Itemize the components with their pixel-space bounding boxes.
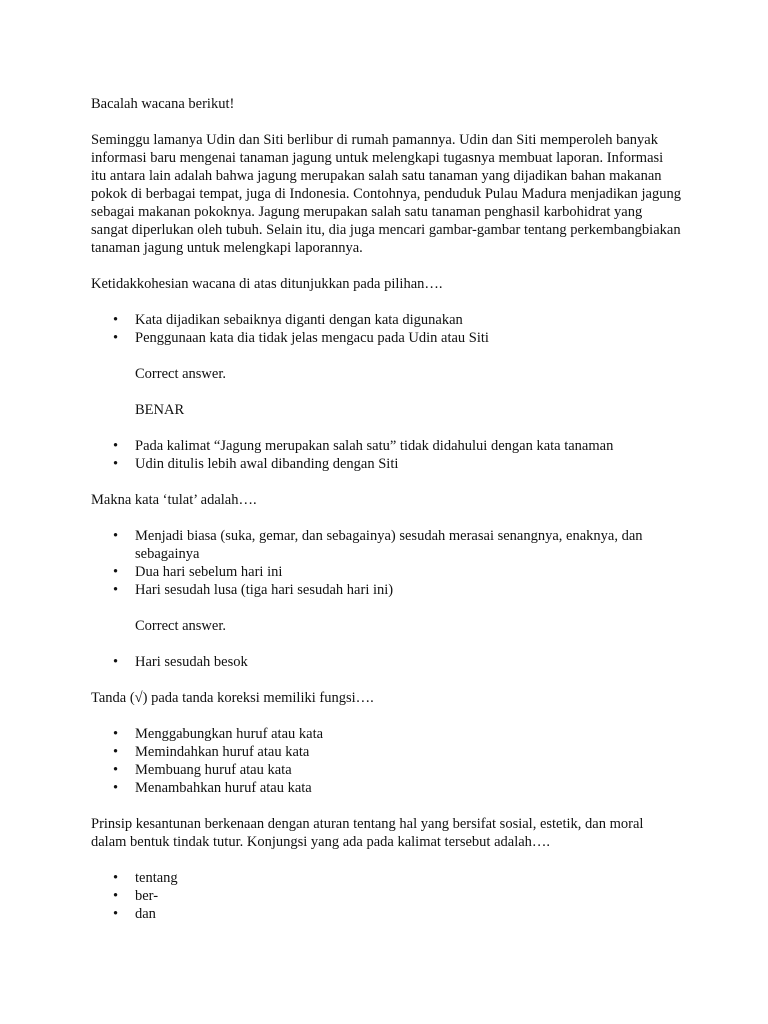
option-item: • Pada kalimat “Jagung merupakan salah satu” tidak didahului dengan kata tanaman bbox=[135, 437, 681, 455]
question-4: Prinsip kesantunan berkenaan dengan aturan tentang hal yang bersifat sosial, estetik, dan moral dalam bentuk tindak tutur. Konjungsi yang ada pada kalimat tersebut adalah…. bbox=[91, 816, 644, 850]
option-item: • ber- bbox=[135, 887, 681, 905]
question-4-options bbox=[91, 869, 681, 923]
question-3-options bbox=[91, 725, 681, 797]
option-item: • Menambahkan huruf atau kata bbox=[135, 779, 681, 797]
option-item: • tentang bbox=[135, 869, 681, 887]
option-item: • Penggunaan kata dia tidak jelas mengacu pada Udin atau Siti bbox=[135, 329, 681, 347]
instruction-text: Bacalah wacana berikut! bbox=[91, 96, 235, 112]
option-item: • Hari sesudah lusa (tiga hari sesudah hari ini) bbox=[135, 581, 681, 599]
option-item: • Udin ditulis lebih awal dibanding dengan Siti bbox=[135, 455, 681, 473]
option-item: • Menjadi biasa (suka, gemar, dan sebagainya) sesudah merasai senangnya, enaknya, dan sebagainya bbox=[135, 527, 681, 563]
option-item: • Memindahkan huruf atau kata bbox=[135, 743, 681, 761]
question-3: Tanda (√) pada tanda koreksi memiliki fungsi…. bbox=[91, 690, 374, 706]
option-item: • dan bbox=[135, 905, 681, 923]
correct-answer-label: Correct answer. bbox=[135, 366, 226, 382]
option-item: • Kata dijadikan sebaiknya diganti dengan kata digunakan bbox=[135, 311, 681, 329]
option-item: • Dua hari sebelum hari ini bbox=[135, 563, 681, 581]
question-1-options-b bbox=[91, 437, 681, 473]
verdict-text: BENAR bbox=[135, 402, 185, 418]
question-2-options-b bbox=[91, 653, 681, 671]
passage-text: Seminggu lamanya Udin dan Siti berlibur di rumah pamannya. Udin dan Siti memperoleh banyak informasi baru mengenai tanaman jagung untuk melengkapi tugasnya membuat laporan. Informasi itu antara lain adalah bahwa jagung merupakan salah satu tanaman yang dijadikan bahan makanan pokok di berbagai tempat, juga di Indonesia. Contohnya, penduduk Pulau Madura menjadikan jagung sebagai makanan pokoknya. Jagung merupakan salah satu tanaman penghasil karbohidrat yang sangat diperlukan oleh tubuh. Selain itu, dia juga mencari gambar-gambar tentang perkembangbiakan tanaman jagung untuk melengkapi laporannya. bbox=[91, 132, 681, 256]
option-item: • Hari sesudah besok bbox=[135, 653, 681, 671]
option-item: • Membuang huruf atau kata bbox=[135, 761, 681, 779]
question-1-options-a bbox=[91, 311, 681, 347]
document-body bbox=[91, 95, 681, 941]
question-2: Makna kata ‘tulat’ adalah…. bbox=[91, 492, 257, 508]
correct-answer-label: Correct answer. bbox=[135, 618, 226, 634]
question-2-options-a bbox=[91, 527, 681, 599]
option-item: • Menggabungkan huruf atau kata bbox=[135, 725, 681, 743]
question-1: Ketidakkohesian wacana di atas ditunjukkan pada pilihan…. bbox=[91, 276, 443, 292]
